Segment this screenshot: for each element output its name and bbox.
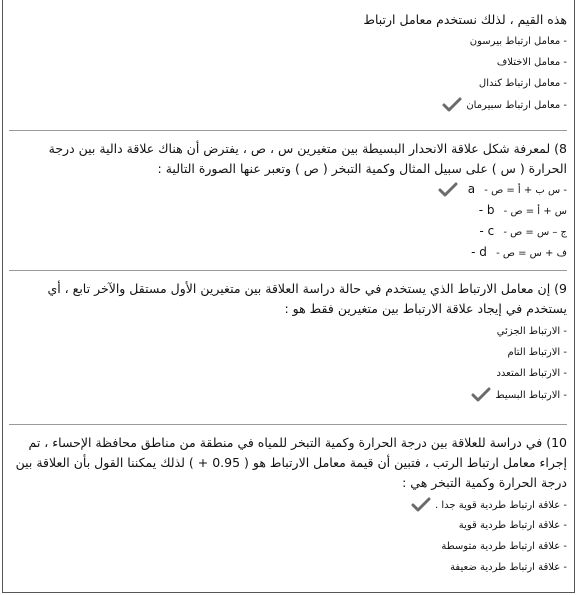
question-9-block	[9, 270, 567, 424]
checkmark-icon	[411, 497, 431, 513]
question-8-block	[9, 130, 567, 270]
option-9-2: - الارتباط التام	[507, 347, 567, 358]
option-9-1: - الارتباط الجزئي	[496, 326, 567, 337]
checkmark-icon	[442, 97, 462, 113]
checkmark-icon	[471, 387, 491, 403]
option-8-d: ف + س = ص - d -	[471, 245, 567, 259]
option-7-4: - معامل ارتباط سبيرمان	[9, 97, 567, 113]
option-10-4: - علاقة ارتباط طردية ضعيفة	[450, 562, 567, 573]
option-8-c: ج – س = ص - c -	[479, 224, 567, 238]
option-7-1: - معامل ارتباط بيرسون	[469, 36, 567, 47]
option-7-3: - معامل ارتباط كندال	[478, 78, 567, 89]
question-8-text: 8) لمعرفة شكل علاقة الانحدار البسيطة بين متغيرين س ، ص ، يفترض أن هناك علاقة دالية بين درجة الحرارة ( س ) على سبيل المثال وكمية التبخر ( ص ) وتعبر عنها الصورة التالية :	[48, 141, 567, 176]
option-10-3: - علاقة ارتباط طردية متوسطة	[441, 541, 567, 552]
option-10-2: - علاقة ارتباط طردية قوية	[458, 520, 567, 531]
option-9-3: - الارتباط المتعدد	[496, 368, 567, 379]
question-10-text: 10) في دراسة للعلاقة بين درجة الحرارة وكمية التبخر للمياه في منطقة من مناطق محافظة الإحساء ، تم إجراء معامل ارتباط الرتب ، فتبين أن قيمة معامل الارتباط هو ( 0.95 + ) لذلك يمكننا القول بأن العلاقة بين درجة الحرارة وكمية التبخر هي :	[15, 435, 567, 490]
document-content	[9, 8, 567, 576]
option-8-b: س + أ = ص - b -	[478, 203, 567, 217]
option-10-1: - علاقة ارتباط طردية قوية جدا .	[9, 497, 567, 513]
option-8-a: - س ب + أ = ص - a	[9, 181, 567, 197]
page-frame	[2, 0, 575, 593]
question-10-block	[9, 424, 567, 576]
question-7-intro: هذه القيم ، لذلك نستخدم معامل ارتباط	[363, 12, 567, 27]
checkmark-icon	[438, 182, 458, 198]
question-7-block	[9, 10, 567, 130]
option-9-4: - الارتباط البسيط	[9, 387, 567, 403]
question-9-text: 9) إن معامل الارتباط الذي يستخدم في حالة دراسة العلاقة بين متغيرين الأول مستقل والآخر تابع ، أي يستخدم في إيجاد علاقة الارتباط بين متغيرين فقط هو :	[47, 281, 567, 316]
option-7-2: - معامل الاختلاف	[496, 57, 567, 68]
